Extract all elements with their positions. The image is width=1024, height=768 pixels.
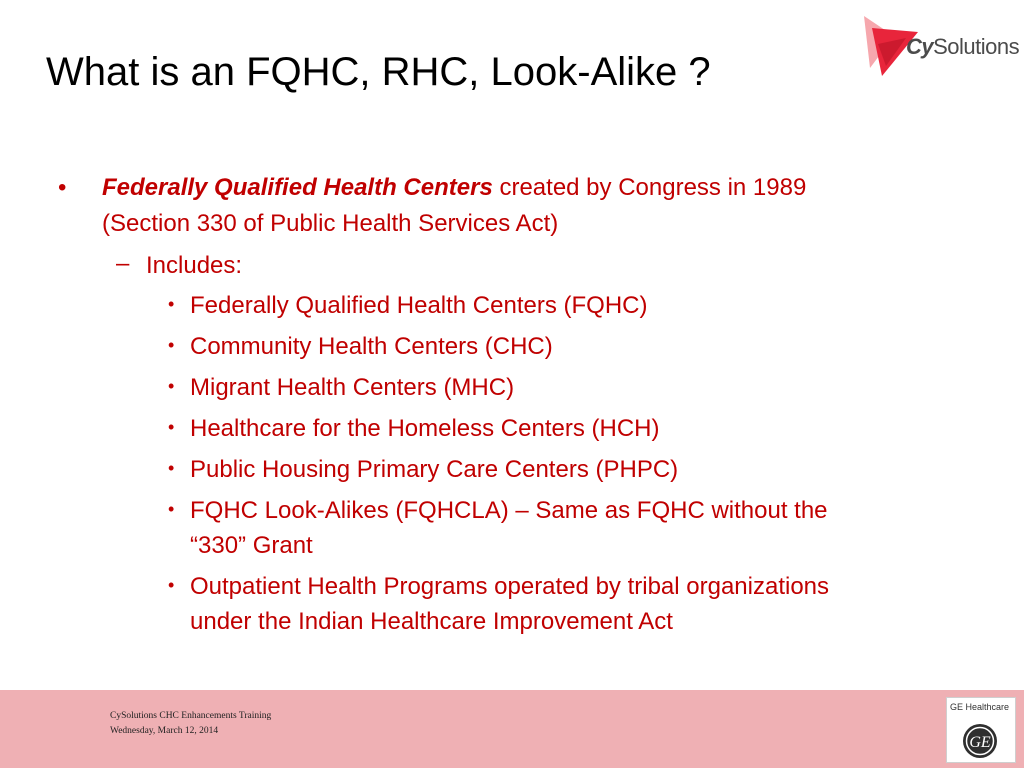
cysolutions-logo: [860, 14, 1020, 80]
bullet-icon: •: [168, 294, 175, 314]
list-item-continuation: “330” Grant: [190, 532, 313, 559]
lead-line-1: [102, 170, 806, 206]
ge-healthcare-logo: [946, 697, 1016, 763]
list-item: Public Housing Primary Care Centers (PHPC): [190, 456, 679, 483]
list-item-continuation: under the Indian Healthcare Improvement Act: [190, 608, 673, 635]
bullet-icon: •: [168, 376, 175, 396]
list-item: Migrant Health Centers (MHC): [190, 374, 515, 401]
logo-wordmark: CySolutions: [906, 34, 1020, 59]
ge-brand-label: GE Healthcare: [950, 702, 1010, 712]
list-item: Federally Qualified Health Centers (FQHC): [190, 292, 648, 319]
ge-monogram-text: GE: [969, 734, 991, 751]
list-item: Outpatient Health Programs operated by tribal organizations: [190, 573, 830, 600]
slide-title: What is an FQHC, RHC, Look-Alike ?: [46, 50, 711, 94]
list-item: Community Health Centers (CHC): [190, 333, 553, 360]
bullet-icon: •: [168, 575, 175, 595]
sub-label: Includes:: [146, 252, 243, 279]
lead-bold-text: Federally Qualified Health Centers: [102, 174, 493, 201]
bullet-icon: •: [168, 499, 175, 519]
bullet-icon: •: [58, 174, 67, 201]
dash-icon: –: [116, 250, 130, 277]
list-item: Healthcare for the Homeless Centers (HCH): [190, 415, 660, 442]
bullet-icon: •: [168, 417, 175, 437]
footer-title: CySolutions CHC Enhancements Training: [110, 711, 272, 721]
lead-line-2: (Section 330 of Public Health Services Act): [102, 210, 559, 237]
ge-monogram-icon: [947, 698, 1017, 764]
bullet-icon: •: [168, 335, 175, 355]
list-item: FQHC Look-Alikes (FQHCLA) – Same as FQHC without the: [190, 497, 828, 524]
bullet-icon: •: [168, 458, 175, 478]
footer-date: Wednesday, March 12, 2014: [110, 726, 219, 736]
lead-rest-text: created by Congress in 1989: [492, 174, 807, 201]
